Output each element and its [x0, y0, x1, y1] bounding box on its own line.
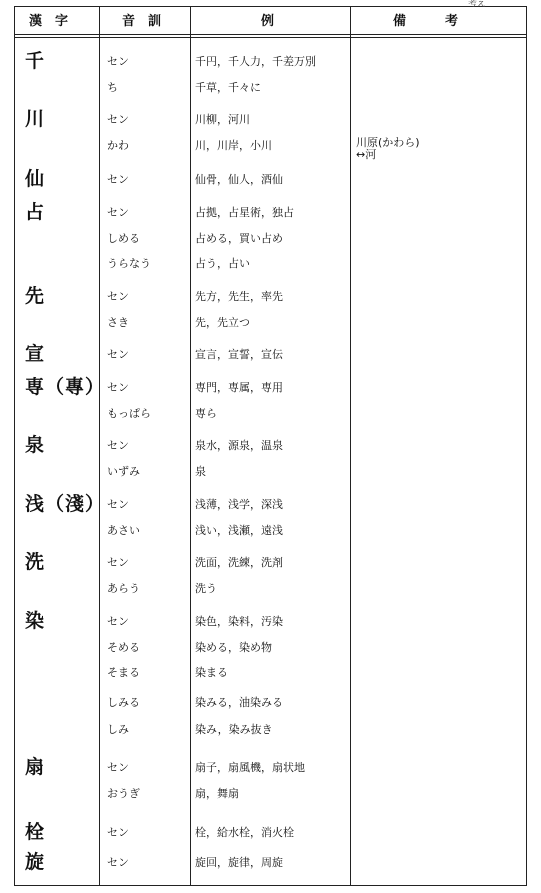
reading-cell: セン: [107, 290, 129, 303]
example-cell: 洗面，洗練，洗剤: [195, 556, 283, 569]
example-cell: 浅薄，浅学，深浅: [195, 498, 283, 511]
header-kanji: 漢 字: [29, 14, 69, 29]
reading-cell: セン: [107, 55, 129, 68]
example-cell: 先方，先生，率先: [195, 290, 283, 303]
reading-cell: そまる: [107, 666, 140, 679]
header-example: 例: [261, 14, 275, 29]
top-mark: 考え: [468, 0, 487, 9]
example-cell: 占う，占い: [195, 257, 250, 270]
kanji-cell: 先: [25, 285, 46, 307]
example-cell: 宣言，宣誓，宣伝: [195, 348, 283, 361]
kanji-cell: 栓: [25, 821, 46, 843]
reading-cell: セン: [107, 556, 129, 569]
example-cell: 染色，染料，汚染: [195, 615, 283, 628]
column-divider: [99, 7, 100, 885]
column-divider: [350, 7, 351, 885]
header-reading: 音 訓: [122, 14, 162, 29]
example-cell: 染み，染み抜き: [195, 723, 273, 736]
reading-cell: しめる: [107, 232, 140, 245]
kanji-cell: 専（專）: [25, 376, 106, 398]
example-cell: 千円，千人力，千差万別: [195, 55, 316, 68]
reading-cell: かわ: [107, 139, 129, 152]
header-rule: [15, 34, 526, 35]
example-cell: 専ら: [195, 407, 217, 420]
reading-cell: セン: [107, 761, 129, 774]
kanji-cell: 占: [25, 201, 46, 223]
example-cell: 専門，専属，専用: [195, 381, 283, 394]
example-cell: 泉水，源泉，温泉: [195, 439, 283, 452]
kanji-cell: 浅（淺）: [25, 493, 106, 515]
reading-cell: もっぱら: [107, 407, 151, 420]
example-cell: 川，川岸，小川: [195, 139, 272, 152]
example-cell: 扇，舞扇: [195, 787, 239, 800]
kanji-cell: 川: [25, 108, 46, 130]
kanji-cell: 宣: [25, 343, 46, 365]
example-cell: 仙骨，仙人，酒仙: [195, 173, 283, 186]
example-cell: 千草，千々に: [195, 81, 261, 94]
reading-cell: あさい: [107, 524, 140, 537]
reading-cell: セン: [107, 206, 129, 219]
reading-cell: セン: [107, 615, 129, 628]
reading-cell: おうぎ: [107, 787, 140, 800]
example-cell: 栓，給水栓，消火栓: [195, 826, 294, 839]
header-note: 備 考: [393, 14, 459, 29]
kanji-cell: 洗: [25, 551, 46, 573]
reading-cell: しみる: [107, 696, 140, 709]
reading-cell: セン: [107, 381, 129, 394]
example-cell: 泉: [195, 465, 206, 478]
kanji-cell: 染: [25, 610, 46, 632]
example-cell: 染める，染め物: [195, 641, 272, 654]
reading-cell: さき: [107, 316, 129, 329]
reading-cell: あらう: [107, 582, 140, 595]
reading-cell: セン: [107, 498, 129, 511]
reading-cell: セン: [107, 856, 129, 869]
kanji-cell: 旋: [25, 851, 46, 873]
note-cell: ↔河: [356, 148, 377, 161]
kanji-table: [14, 6, 527, 886]
reading-cell: そめる: [107, 641, 140, 654]
kanji-cell: 仙: [25, 168, 46, 190]
reading-cell: ち: [107, 81, 118, 94]
note-cell: 川原(かわら): [356, 136, 420, 149]
example-cell: 扇子，扇風機，扇状地: [195, 761, 305, 774]
example-cell: 浅い，浅瀬，遠浅: [195, 524, 283, 537]
example-cell: 占拠，占星術，独占: [195, 206, 294, 219]
example-cell: 旋回，旋律，周旋: [195, 856, 283, 869]
example-cell: 染みる，油染みる: [195, 696, 283, 709]
reading-cell: セン: [107, 173, 129, 186]
kanji-cell: 泉: [25, 434, 46, 456]
example-cell: 川柳，河川: [195, 113, 250, 126]
reading-cell: しみ: [107, 723, 129, 736]
reading-cell: セン: [107, 439, 129, 452]
reading-cell: セン: [107, 113, 129, 126]
reading-cell: うらなう: [107, 257, 151, 270]
reading-cell: いずみ: [107, 465, 140, 478]
kanji-cell: 扇: [25, 756, 46, 778]
example-cell: 先，先立つ: [195, 316, 250, 329]
example-cell: 洗う: [195, 582, 217, 595]
column-divider: [190, 7, 191, 885]
kanji-cell: 千: [25, 50, 46, 72]
example-cell: 染まる: [195, 666, 228, 679]
reading-cell: セン: [107, 348, 129, 361]
example-cell: 占める，買い占め: [195, 232, 283, 245]
header-rule: [15, 37, 526, 38]
reading-cell: セン: [107, 826, 129, 839]
